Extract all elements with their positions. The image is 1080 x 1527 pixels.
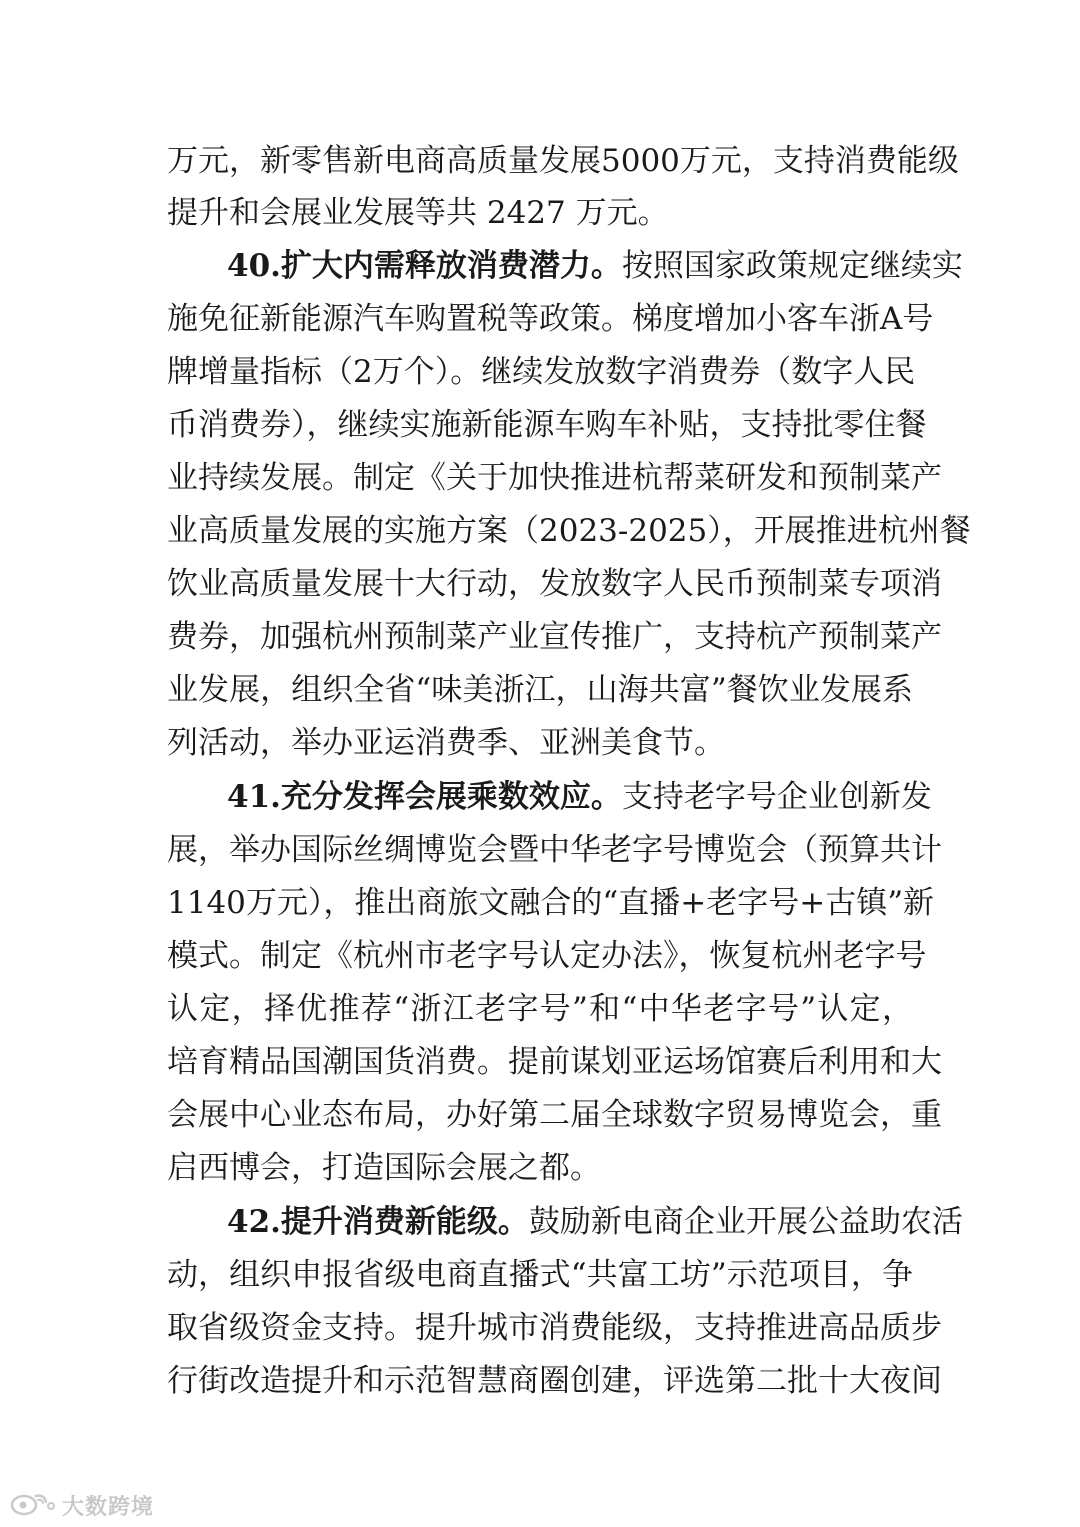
text-line: 饮业高质量发展十大行动，发放数字人民币预制菜专项消 [167,566,942,602]
paragraph-40-first-line [227,240,963,292]
text-line: 提升和会展业发展等共 2427 万元。 [167,195,669,231]
text-line: 业发展，组织全省“味美浙江，山海共富”餐饮业发展系 [167,672,913,708]
text-line: 业高质量发展的实施方案（2023-2025），开展推进杭州餐 [167,513,971,549]
watermark-text: 大数跨境 [62,1494,155,1520]
text-line: 业持续发展。制定《关于加快推进杭帮菜研发和预制菜产 [167,460,942,496]
text-line: 万元，新零售新电商高质量发展5000万元，支持消费能级 [167,143,959,179]
text-line: 启西博会，打造国际会展之都。 [167,1150,601,1186]
paragraph-41-heading: 41.充分发挥会展乘数效应。 [227,779,622,815]
text-line: 列活动，举办亚运消费季、亚洲美食节。 [167,725,725,761]
text-line: 展，举办国际丝绸博览会暨中华老字号博览会（预算共计 [167,832,942,868]
text-line: 费券，加强杭州预制菜产业宣传推广，支持杭产预制菜产 [167,619,942,655]
paragraph-42-first-line-text: 鼓励新电商企业开展公益助农活 [528,1204,963,1240]
paragraph-40-heading: 40.扩大内需释放消费潜力。 [227,248,622,284]
text-line: 行街改造提升和示范智慧商圈创建，评选第二批十大夜间 [167,1363,942,1399]
weibo-logo-icon [8,1490,56,1520]
text-line: 1140万元），推出商旅文融合的“直播+老字号+古镇”新 [167,885,935,921]
watermark [8,1488,154,1522]
paragraph-41-first-line [227,771,932,823]
text-line: 牌增量指标（2万个）。继续发放数字消费券（数字人民 [167,354,916,390]
paragraph-40-first-line-text: 按照国家政策规定继续实 [621,248,963,284]
text-line: 施免征新能源汽车购置税等政策。梯度增加小客车浙A号 [167,301,934,337]
text-line: 动，组织申报省级电商直播式“共富工坊”示范项目，争 [167,1257,913,1293]
text-line: 模式。制定《杭州市老字号认定办法》，恢复杭州老字号 [167,938,927,974]
text-line: 币消费券），继续实施新能源车购车补贴，支持批零住餐 [167,407,927,443]
paragraph-42-heading: 42.提升消费新能级。 [227,1204,529,1240]
text-line: 认定，择优推荐“浙江老字号”和“中华老字号”认定， [167,991,913,1027]
text-line: 取省级资金支持。提升城市消费能级，支持推进高品质步 [167,1310,942,1346]
text-line: 培育精品国潮国货消费。提前谋划亚运场馆赛后利用和大 [167,1044,942,1080]
paragraph-42-first-line [227,1196,963,1248]
paragraph-41-first-line-text: 支持老字号企业创新发 [621,779,932,815]
text-line: 会展中心业态布局，办好第二届全球数字贸易博览会，重 [167,1097,942,1133]
